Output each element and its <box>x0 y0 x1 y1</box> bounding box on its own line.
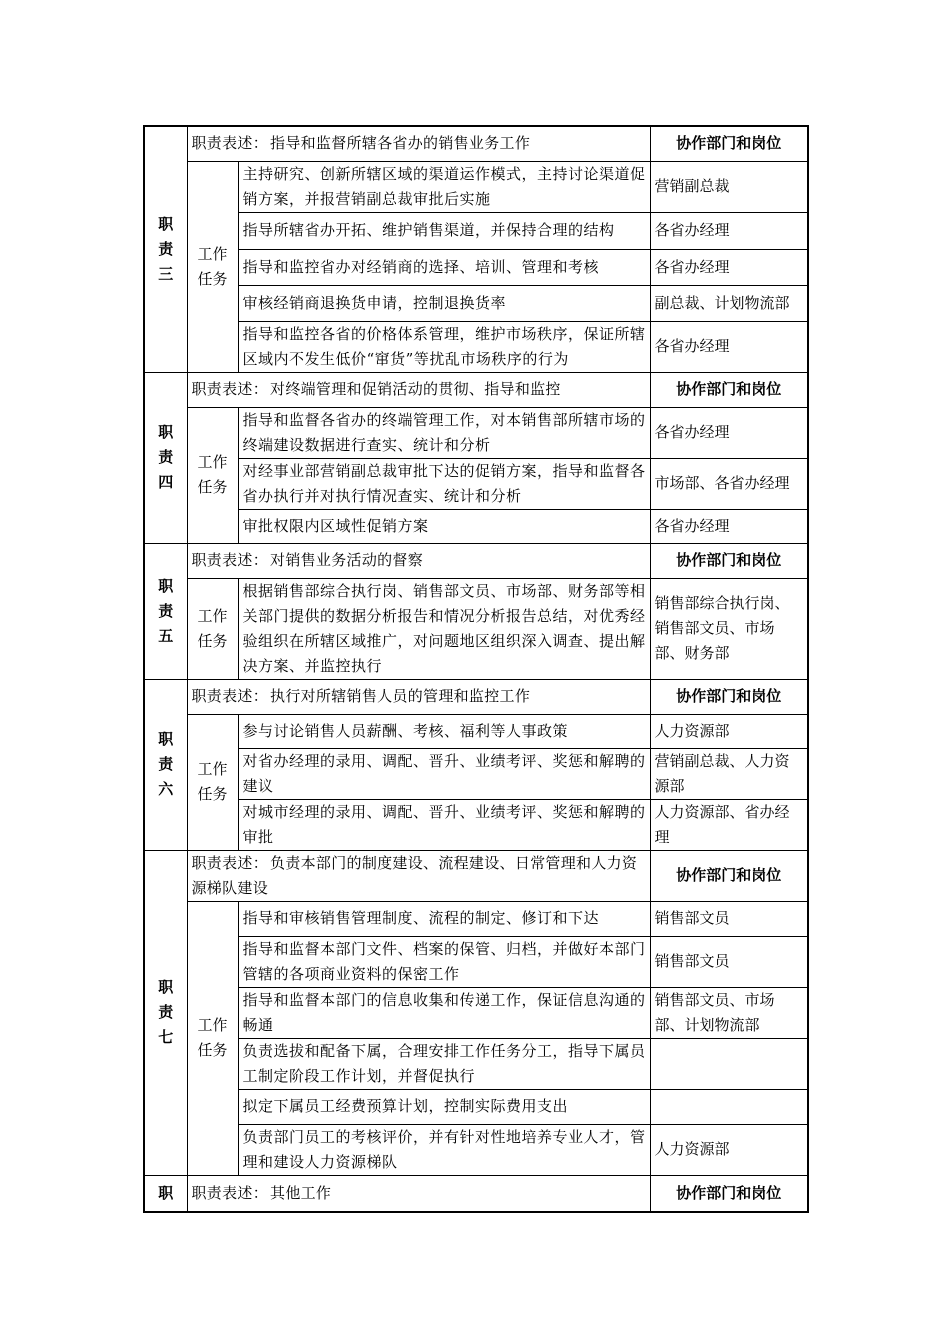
duty-description-row <box>144 679 808 714</box>
duty-label-char: 职 <box>158 730 174 748</box>
task-label <box>187 161 238 372</box>
task-text: 指导和监督各省办的终端管理工作，对本销售部所辖市场的终端建设数据进行查实、统计和分析 <box>238 407 650 458</box>
description-text: 执行对所辖销售人员的管理和监控工作 <box>270 687 531 705</box>
coop-dept-header: 协作部门和岗位 <box>650 679 808 714</box>
coop-dept: 人力资源部 <box>650 714 808 748</box>
task-text: 负责选拔和配备下属，合理安排工作任务分工，指导下属员工制定阶段工作计划，并督促执行 <box>238 1038 650 1089</box>
coop-dept: 销售部文员、市场部、计划物流部 <box>650 987 808 1038</box>
duty-description <box>187 850 650 901</box>
task-text: 指导和监控各省的价格体系管理，维护市场秩序，保证所辖区域内不发生低价“窜货”等扰乱市场秩序的行为 <box>238 321 650 372</box>
coop-dept-header: 协作部门和岗位 <box>650 126 808 161</box>
coop-dept-header: 协作部门和岗位 <box>650 372 808 407</box>
duty-label-char: 责 <box>158 448 174 466</box>
duty-label-char: 职 <box>158 978 174 996</box>
task-row <box>144 799 808 850</box>
task-text: 指导和监督本部门文件、档案的保管、归档，并做好本部门管辖的各项商业资料的保密工作 <box>238 936 650 987</box>
duty-label <box>144 1175 187 1212</box>
task-row <box>144 509 808 543</box>
duty-label-char: 责 <box>158 601 174 620</box>
coop-dept-header: 协作部门和岗位 <box>650 1175 808 1212</box>
description-text: 对终端管理和促销活动的贯彻、指导和监控 <box>270 380 561 398</box>
description-prefix: 职责表述： <box>191 134 269 153</box>
task-text: 对省办经理的录用、调配、晋升、业绩考评、奖惩和解聘的建议 <box>238 748 650 799</box>
duty-table-body <box>144 126 808 1212</box>
coop-dept: 市场部、各省办经理 <box>650 458 808 509</box>
duty-label-char: 六 <box>158 780 174 798</box>
task-row <box>144 249 808 285</box>
duty-description-row <box>144 1175 808 1212</box>
duty-label-char: 职 <box>158 423 174 441</box>
duty-table <box>143 125 809 1213</box>
duty-label-char: 职 <box>158 214 174 233</box>
task-text: 对城市经理的录用、调配、晋升、业绩考评、奖惩和解聘的审批 <box>238 799 650 850</box>
coop-dept-header: 协作部门和岗位 <box>650 543 808 578</box>
description-prefix: 职责表述： <box>191 853 269 872</box>
task-row <box>144 1089 808 1124</box>
task-row <box>144 407 808 458</box>
task-label-text: 工作 <box>197 760 228 778</box>
task-label <box>187 714 238 850</box>
description-prefix: 职责表述： <box>191 380 269 398</box>
task-label-text: 任务 <box>197 269 228 288</box>
duty-description-row <box>144 850 808 901</box>
description-text: 对销售业务活动的督察 <box>270 551 424 569</box>
coop-dept: 各省办经理 <box>650 509 808 543</box>
task-row <box>144 321 808 372</box>
coop-dept <box>650 1038 808 1089</box>
description-prefix: 职责表述： <box>191 551 269 569</box>
duty-label-char: 三 <box>158 264 174 283</box>
task-text: 根据销售部综合执行岗、销售部文员、市场部、财务部等相关部门提供的数据分析报告和情况分析报告总结，对优秀经验组织在所辖区域推广，对问题地区组织深入调查、提出解决方案、并监控执行 <box>238 578 650 679</box>
coop-dept: 销售部文员 <box>650 901 808 936</box>
task-text: 审批权限内区域性促销方案 <box>238 509 650 543</box>
task-label-text: 工作 <box>197 1016 228 1034</box>
task-row <box>144 714 808 748</box>
task-row <box>144 936 808 987</box>
duty-description-row <box>144 372 808 407</box>
duty-description <box>187 372 650 407</box>
description-text: 负责本部门的制度建设、流程建设、日常管理和人力资源梯队建设 <box>191 853 638 897</box>
task-label-text: 任务 <box>197 1041 228 1059</box>
coop-dept: 营销副总裁 <box>650 161 808 212</box>
coop-dept <box>650 1089 808 1124</box>
duty-description <box>187 679 650 714</box>
coop-dept: 销售部文员 <box>650 936 808 987</box>
coop-dept: 副总裁、计划物流部 <box>650 285 808 321</box>
task-text: 参与讨论销售人员薪酬、考核、福利等人事政策 <box>238 714 650 748</box>
description-prefix: 职责表述： <box>191 1183 269 1202</box>
task-label-text: 任务 <box>197 478 228 496</box>
duty-label-char: 责 <box>158 1003 174 1021</box>
description-prefix: 职责表述： <box>191 687 269 705</box>
coop-dept: 各省办经理 <box>650 321 808 372</box>
task-row <box>144 285 808 321</box>
task-label <box>187 578 238 679</box>
coop-dept: 各省办经理 <box>650 212 808 249</box>
task-row <box>144 748 808 799</box>
task-label-text: 任务 <box>197 785 228 803</box>
task-text: 负责部门员工的考核评价，并有针对性地培养专业人才，管理和建设人力资源梯队 <box>238 1124 650 1175</box>
task-row <box>144 1124 808 1175</box>
duty-description <box>187 543 650 578</box>
task-text: 审核经销商退换货申请，控制退换货率 <box>238 285 650 321</box>
task-row <box>144 901 808 936</box>
task-label-text: 工作 <box>197 244 228 263</box>
coop-dept: 人力资源部、省办经理 <box>650 799 808 850</box>
task-text: 指导和审核销售管理制度、流程的制定、修订和下达 <box>238 901 650 936</box>
task-row <box>144 987 808 1038</box>
duty-description-row <box>144 126 808 161</box>
duty-label-char: 职 <box>158 576 174 595</box>
task-row <box>144 458 808 509</box>
coop-dept-header: 协作部门和岗位 <box>650 850 808 901</box>
duty-label <box>144 543 187 679</box>
task-label <box>187 901 238 1175</box>
task-label-text: 工作 <box>197 453 228 471</box>
duty-label-char: 四 <box>158 473 174 491</box>
task-row <box>144 212 808 249</box>
duty-label-char: 责 <box>158 239 174 258</box>
task-text: 指导所辖省办开拓、维护销售渠道，并保持合理的结构 <box>238 212 650 249</box>
duty-label <box>144 372 187 543</box>
duty-label-char: 职 <box>158 1183 174 1202</box>
duty-label <box>144 850 187 1175</box>
description-text: 其他工作 <box>270 1183 332 1202</box>
task-label-text: 任务 <box>197 631 228 650</box>
task-row <box>144 1038 808 1089</box>
task-label-text: 工作 <box>197 606 228 625</box>
task-row <box>144 578 808 679</box>
coop-dept: 营销副总裁、人力资源部 <box>650 748 808 799</box>
description-text: 指导和监督所辖各省办的销售业务工作 <box>270 134 531 153</box>
duty-label <box>144 679 187 850</box>
task-text: 拟定下属员工经费预算计划，控制实际费用支出 <box>238 1089 650 1124</box>
coop-dept: 各省办经理 <box>650 249 808 285</box>
task-text: 指导和监控省办对经销商的选择、培训、管理和考核 <box>238 249 650 285</box>
coop-dept: 各省办经理 <box>650 407 808 458</box>
duty-label-char: 责 <box>158 755 174 773</box>
duty-label <box>144 126 187 372</box>
duty-label-char: 七 <box>158 1028 174 1046</box>
duty-description-row <box>144 543 808 578</box>
task-label <box>187 407 238 543</box>
coop-dept: 销售部综合执行岗、销售部文员、市场部、财务部 <box>650 578 808 679</box>
duty-description <box>187 126 650 161</box>
duty-description <box>187 1175 650 1212</box>
coop-dept: 人力资源部 <box>650 1124 808 1175</box>
task-text: 指导和监督本部门的信息收集和传递工作，保证信息沟通的畅通 <box>238 987 650 1038</box>
task-row <box>144 161 808 212</box>
task-text: 主持研究、创新所辖区域的渠道运作模式，主持讨论渠道促销方案，并报营销副总裁审批后实施 <box>238 161 650 212</box>
task-text: 对经事业部营销副总裁审批下达的促销方案，指导和监督各省办执行并对执行情况查实、统计和分析 <box>238 458 650 509</box>
duty-label-char: 五 <box>158 626 174 645</box>
